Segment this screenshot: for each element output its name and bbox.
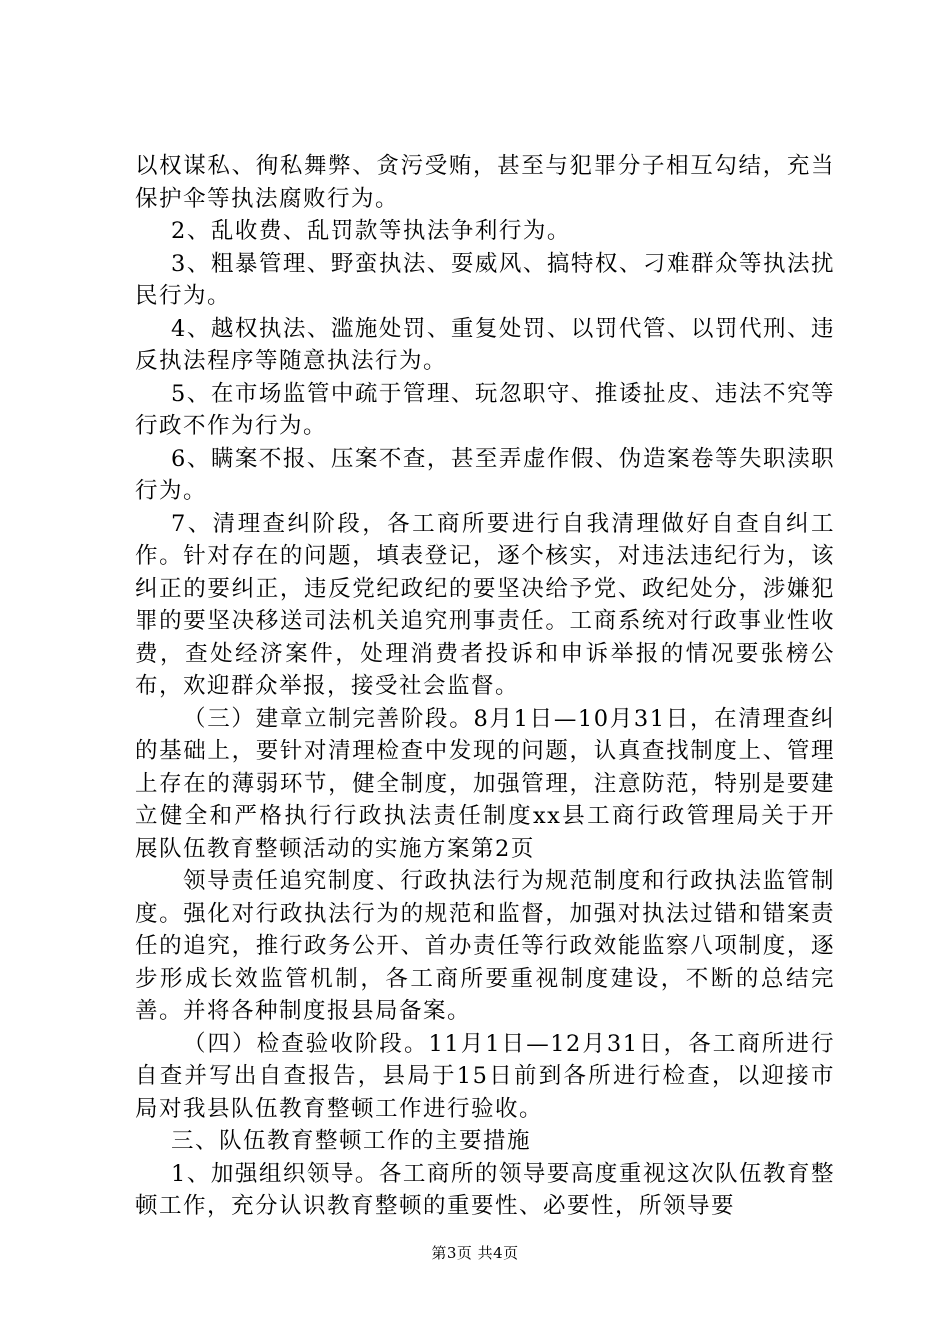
paragraph-responsibility-system: 领导责任追究制度、行政执法行为规范制度和行政执法监管制度。强化对行政执法行为的规范和监督，加强对执法过错和错案责任的追究，推行政务公开、首办责任等行政效能监察八项制度，逐步形成长效监管机制，各工商所要重视制度建设，不断的总结完善。并将各种制度报县局备案。: [135, 868, 835, 1024]
page-footer: [0, 1243, 950, 1263]
paragraph-item-7: 7、清理查纠阶段，各工商所要进行自我清理做好自查自纠工作。针对存在的问题，填表登记，逐个核实，对违法违纪行为，该纠正的要纠正，违反党纪政纪的要坚决给予党、政纪处分，涉嫌犯罪的要坚决移送司法机关追究刑事责任。工商系统对行政事业性收费，查处经济案件，处理消费者投诉和申诉举报的情况要张榜公布，欢迎群众举报，接受社会监督。: [135, 510, 835, 699]
paragraph-measure-1: 1、加强组织领导。各工商所的领导要高度重视这次队伍教育整顿工作，充分认识教育整顿的重要性、必要性，所领导要: [135, 1160, 835, 1219]
paragraph-item-3: 3、粗暴管理、野蛮执法、耍威风、搞特权、刁难群众等执法扰民行为。: [135, 250, 835, 309]
section-heading-measures: 三、队伍教育整顿工作的主要措施: [171, 1128, 532, 1154]
paragraph-section-3: （三）建章立制完善阶段。8月1日—10月31日，在清理查纠的基础上，要针对清理检查中发现的问题，认真查找制度上、管理上存在的薄弱环节，健全制度，加强管理，注意防范，特别是要建立健全和严格执行行政执法责任制度xx县工商行政管理局关于开展队伍教育整顿活动的实施方案第2页: [135, 705, 835, 862]
paragraph-item-5: 5、在市场监管中疏于管理、玩忽职守、推诿扯皮、违法不究等行政不作为行为。: [135, 380, 835, 439]
document-body: [135, 150, 835, 1223]
paragraph-section-4: （四）检查验收阶段。11月1日—12月31日，各工商所进行自查并写出自查报告，县局于15日前到各所进行检查，以迎接市局对我县队伍教育整顿工作进行验收。: [135, 1030, 835, 1122]
paragraph-item-4: 4、越权执法、滥施处罚、重复处罚、以罚代管、以罚代刑、违反执法程序等随意执法行为。: [135, 315, 835, 374]
page-number-label: 第3页 共4页: [431, 1244, 519, 1262]
paragraph-item-6: 6、瞒案不报、压案不查，甚至弄虚作假、伪造案卷等失职渎职行为。: [135, 445, 835, 504]
paragraph-item-2: 2、乱收费、乱罚款等执法争利行为。: [171, 218, 571, 244]
paragraph-continuation: 以权谋私、徇私舞弊、贪污受贿，甚至与犯罪分子相互勾结，充当保护伞等执法腐败行为。: [135, 153, 835, 212]
